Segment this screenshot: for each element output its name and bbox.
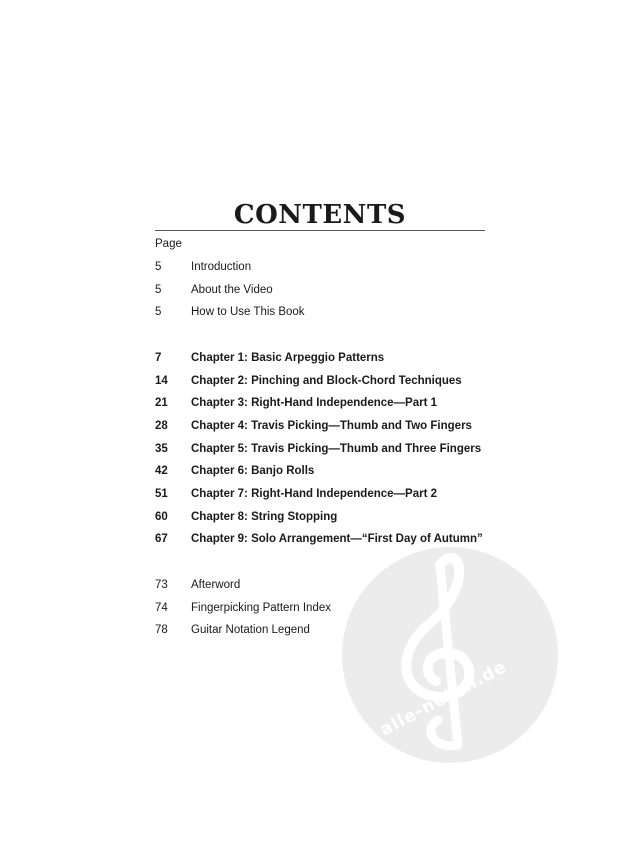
toc-page-number: 28 [155,420,168,432]
toc-page-number: 42 [155,465,168,477]
toc-page-number: 14 [155,375,168,387]
toc-page-number: 7 [155,352,162,364]
toc-page-number: 60 [155,511,168,523]
page-column-label: Page [155,238,182,250]
toc-page-number: 67 [155,533,168,545]
toc-entry-title: Chapter 2: Pinching and Block-Chord Techniques [191,375,462,387]
page-title: CONTENTS [233,200,407,230]
watermark-text: alle-noten.de [376,656,511,741]
toc-entry-title: Chapter 5: Travis Picking—Thumb and Three Fingers [191,443,482,455]
title-divider [155,230,485,231]
toc-entry-title: Chapter 1: Basic Arpeggio Patterns [191,352,385,364]
toc-entry-title: Chapter 4: Travis Picking—Thumb and Two Fingers [191,420,472,432]
toc-entry-title: Introduction [191,261,252,273]
toc-entry-title: Chapter 3: Right-Hand Independence—Part 1 [191,397,438,409]
toc-page-number: 74 [155,602,168,614]
toc-page-number: 5 [155,284,162,296]
toc-entry-title: Afterword [191,579,241,591]
toc-page-number: 5 [155,306,162,318]
toc-entry-title: Guitar Notation Legend [191,624,310,636]
toc-page-number: 51 [155,488,168,500]
toc-page-number: 5 [155,261,162,273]
toc-entry-title: Chapter 9: Solo Arrangement—“First Day of Autumn” [191,533,483,545]
toc-entry-title: Chapter 6: Banjo Rolls [191,465,315,477]
toc-page-number: 35 [155,443,168,455]
toc-entry-title: About the Video [191,284,273,296]
toc-page-number: 78 [155,624,168,636]
toc-entry-title: Fingerpicking Pattern Index [191,602,331,614]
toc-entry-title: How to Use This Book [191,306,305,318]
watermark-logo [340,545,560,765]
toc-page-number: 73 [155,579,168,591]
toc-page-number: 21 [155,397,168,409]
toc-entry-title: Chapter 8: String Stopping [191,511,338,523]
toc-entry-title: Chapter 7: Right-Hand Independence—Part 2 [191,488,438,500]
